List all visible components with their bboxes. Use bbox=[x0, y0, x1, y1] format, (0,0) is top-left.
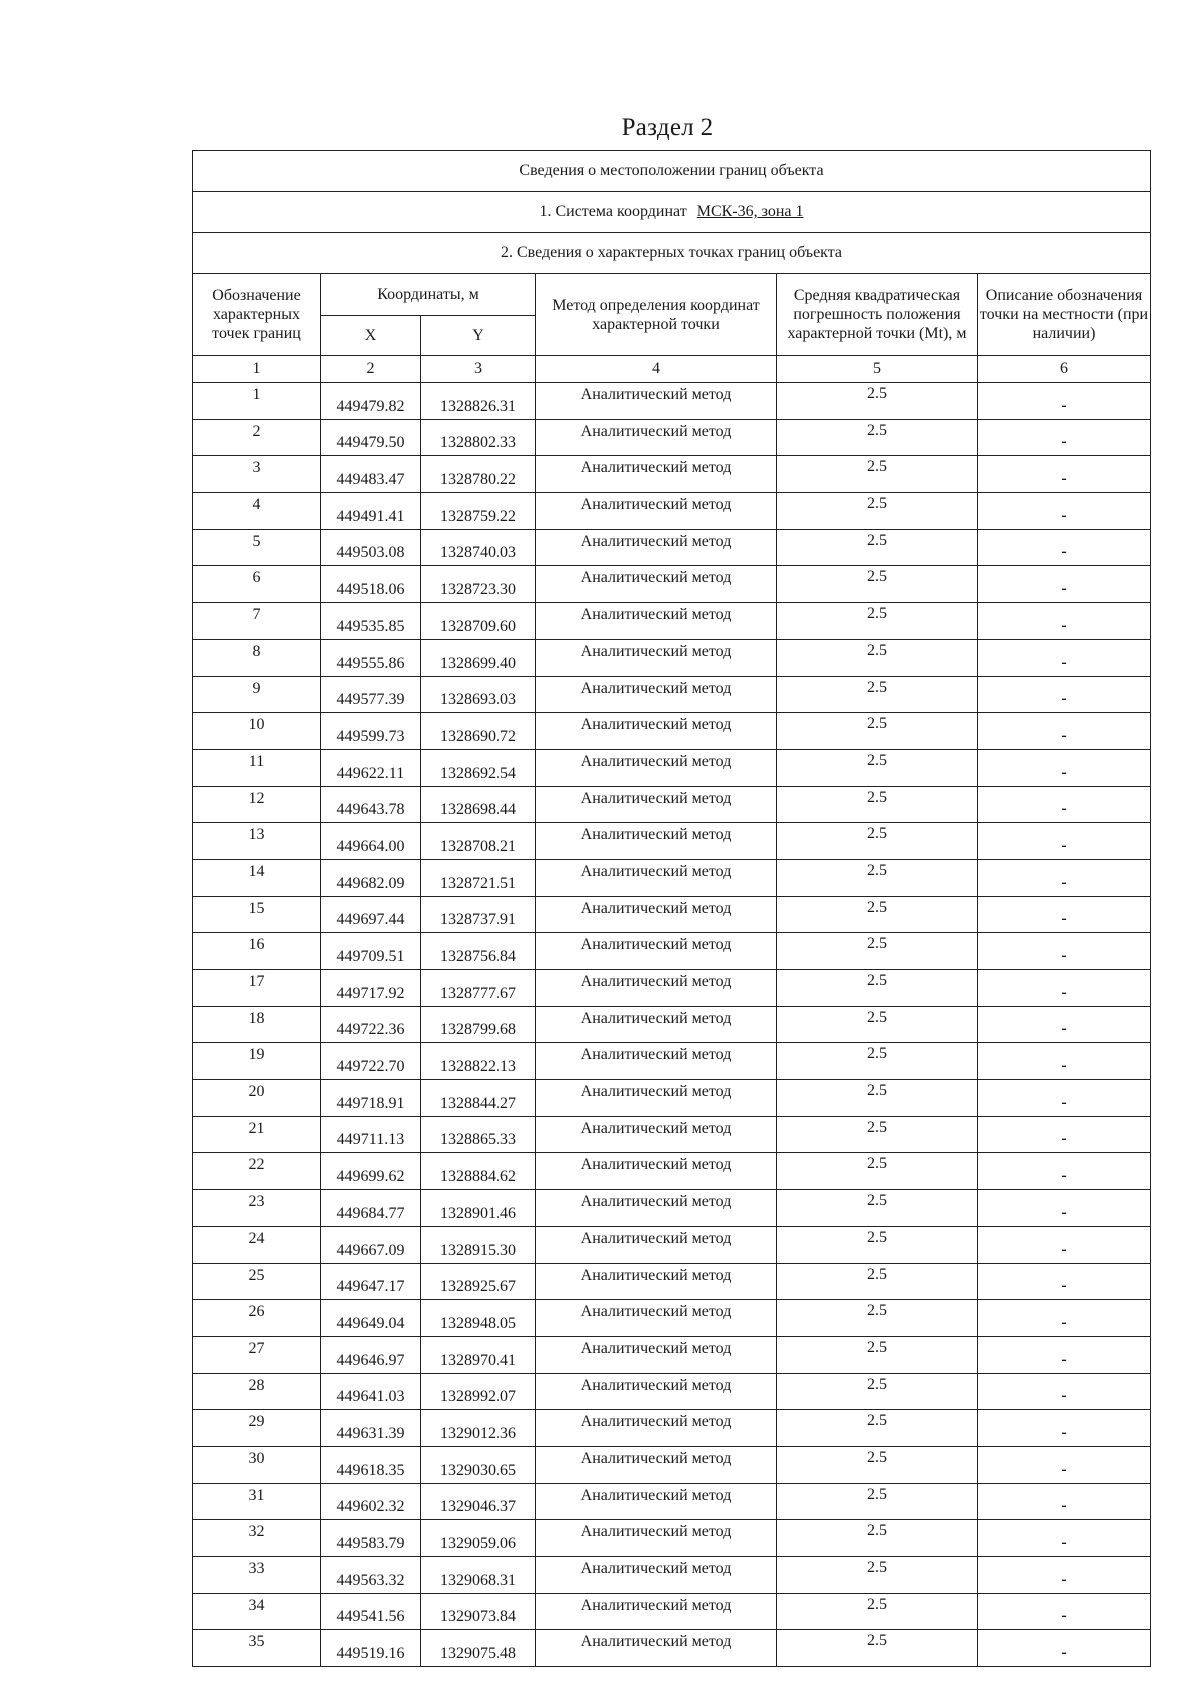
point-number-cell: 19 bbox=[193, 1043, 321, 1080]
y-coordinate-cell: 1328802.33 bbox=[421, 419, 536, 456]
method-cell: Аналитический метод bbox=[536, 823, 777, 860]
table-row bbox=[193, 713, 1151, 750]
error-cell: 2.5 bbox=[777, 786, 978, 823]
method-cell: Аналитический метод bbox=[536, 529, 777, 566]
table-row bbox=[193, 456, 1151, 493]
point-number-cell: 34 bbox=[193, 1593, 321, 1630]
method-cell: Аналитический метод bbox=[536, 1190, 777, 1227]
point-number-cell: 27 bbox=[193, 1336, 321, 1373]
method-cell: Аналитический метод bbox=[536, 1263, 777, 1300]
x-coordinate-cell: 449622.11 bbox=[321, 749, 421, 786]
description-cell: - bbox=[978, 603, 1151, 640]
table-row bbox=[193, 1300, 1151, 1337]
table-row bbox=[193, 1446, 1151, 1483]
x-coordinate-cell: 449647.17 bbox=[321, 1263, 421, 1300]
point-number-cell: 7 bbox=[193, 603, 321, 640]
table-row bbox=[193, 933, 1151, 970]
x-coordinate-cell: 449599.73 bbox=[321, 713, 421, 750]
description-cell: - bbox=[978, 1410, 1151, 1447]
table-row bbox=[193, 749, 1151, 786]
header-error: Средняя квадратическая погрешность положения характерной точки (Mt), м bbox=[777, 274, 978, 356]
x-coordinate-cell: 449483.47 bbox=[321, 456, 421, 493]
description-cell: - bbox=[978, 456, 1151, 493]
x-coordinate-cell: 449541.56 bbox=[321, 1593, 421, 1630]
method-cell: Аналитический метод bbox=[536, 1080, 777, 1117]
boundary-points-table bbox=[192, 150, 1151, 1667]
point-number-cell: 30 bbox=[193, 1446, 321, 1483]
description-cell: - bbox=[978, 896, 1151, 933]
error-cell: 2.5 bbox=[777, 1336, 978, 1373]
error-cell: 2.5 bbox=[777, 859, 978, 896]
table-row bbox=[193, 1080, 1151, 1117]
point-number-cell: 32 bbox=[193, 1520, 321, 1557]
column-number: 3 bbox=[421, 356, 536, 383]
y-coordinate-cell: 1328708.21 bbox=[421, 823, 536, 860]
point-number-cell: 2 bbox=[193, 419, 321, 456]
error-cell: 2.5 bbox=[777, 1080, 978, 1117]
description-cell: - bbox=[978, 1116, 1151, 1153]
error-cell: 2.5 bbox=[777, 1190, 978, 1227]
points-section-title: 2. Сведения о характерных точках границ объекта bbox=[193, 233, 1151, 274]
description-cell: - bbox=[978, 1080, 1151, 1117]
description-cell: - bbox=[978, 1520, 1151, 1557]
point-number-cell: 8 bbox=[193, 639, 321, 676]
method-cell: Аналитический метод bbox=[536, 1300, 777, 1337]
method-cell: Аналитический метод bbox=[536, 419, 777, 456]
error-cell: 2.5 bbox=[777, 1373, 978, 1410]
method-cell: Аналитический метод bbox=[536, 1043, 777, 1080]
description-cell: - bbox=[978, 419, 1151, 456]
error-cell: 2.5 bbox=[777, 1263, 978, 1300]
table-row bbox=[193, 970, 1151, 1007]
method-cell: Аналитический метод bbox=[536, 970, 777, 1007]
error-cell: 2.5 bbox=[777, 1483, 978, 1520]
table-row bbox=[193, 419, 1151, 456]
x-coordinate-cell: 449717.92 bbox=[321, 970, 421, 1007]
header-y: Y bbox=[421, 316, 536, 356]
point-number-cell: 5 bbox=[193, 529, 321, 566]
table-row bbox=[193, 786, 1151, 823]
column-number: 1 bbox=[193, 356, 321, 383]
table-row bbox=[193, 1116, 1151, 1153]
y-coordinate-cell: 1329068.31 bbox=[421, 1557, 536, 1594]
table-row bbox=[193, 1006, 1151, 1043]
point-number-cell: 14 bbox=[193, 859, 321, 896]
y-coordinate-cell: 1329046.37 bbox=[421, 1483, 536, 1520]
y-coordinate-cell: 1328822.13 bbox=[421, 1043, 536, 1080]
description-cell: - bbox=[978, 1446, 1151, 1483]
point-number-cell: 20 bbox=[193, 1080, 321, 1117]
method-cell: Аналитический метод bbox=[536, 383, 777, 420]
y-coordinate-cell: 1328692.54 bbox=[421, 749, 536, 786]
description-cell: - bbox=[978, 1483, 1151, 1520]
point-number-cell: 13 bbox=[193, 823, 321, 860]
table-row bbox=[193, 383, 1151, 420]
y-coordinate-cell: 1328826.31 bbox=[421, 383, 536, 420]
point-number-cell: 22 bbox=[193, 1153, 321, 1190]
x-coordinate-cell: 449697.44 bbox=[321, 896, 421, 933]
method-cell: Аналитический метод bbox=[536, 1153, 777, 1190]
y-coordinate-cell: 1328844.27 bbox=[421, 1080, 536, 1117]
y-coordinate-cell: 1329075.48 bbox=[421, 1630, 536, 1667]
error-cell: 2.5 bbox=[777, 1006, 978, 1043]
description-cell: - bbox=[978, 1263, 1151, 1300]
x-coordinate-cell: 449649.04 bbox=[321, 1300, 421, 1337]
error-cell: 2.5 bbox=[777, 1557, 978, 1594]
description-cell: - bbox=[978, 676, 1151, 713]
method-cell: Аналитический метод bbox=[536, 1557, 777, 1594]
y-coordinate-cell: 1328698.44 bbox=[421, 786, 536, 823]
x-coordinate-cell: 449519.16 bbox=[321, 1630, 421, 1667]
table-row bbox=[193, 493, 1151, 530]
table-row bbox=[193, 1630, 1151, 1667]
error-cell: 2.5 bbox=[777, 603, 978, 640]
error-cell: 2.5 bbox=[777, 639, 978, 676]
column-number: 2 bbox=[321, 356, 421, 383]
description-cell: - bbox=[978, 493, 1151, 530]
y-coordinate-cell: 1328690.72 bbox=[421, 713, 536, 750]
point-number-cell: 16 bbox=[193, 933, 321, 970]
y-coordinate-cell: 1328777.67 bbox=[421, 970, 536, 1007]
coordinate-system-value: МСК-36, зона 1 bbox=[696, 203, 804, 220]
error-cell: 2.5 bbox=[777, 933, 978, 970]
y-coordinate-cell: 1328948.05 bbox=[421, 1300, 536, 1337]
table-row bbox=[193, 639, 1151, 676]
method-cell: Аналитический метод bbox=[536, 1446, 777, 1483]
point-number-cell: 26 bbox=[193, 1300, 321, 1337]
description-cell: - bbox=[978, 786, 1151, 823]
error-cell: 2.5 bbox=[777, 1043, 978, 1080]
method-cell: Аналитический метод bbox=[536, 1483, 777, 1520]
error-cell: 2.5 bbox=[777, 1630, 978, 1667]
error-cell: 2.5 bbox=[777, 970, 978, 1007]
point-number-cell: 29 bbox=[193, 1410, 321, 1447]
point-number-cell: 25 bbox=[193, 1263, 321, 1300]
coordinate-system-label: 1. Система координат bbox=[539, 203, 687, 220]
method-cell: Аналитический метод bbox=[536, 1520, 777, 1557]
x-coordinate-cell: 449602.32 bbox=[321, 1483, 421, 1520]
y-coordinate-cell: 1328884.62 bbox=[421, 1153, 536, 1190]
method-cell: Аналитический метод bbox=[536, 493, 777, 530]
description-cell: - bbox=[978, 823, 1151, 860]
description-cell: - bbox=[978, 933, 1151, 970]
point-number-cell: 15 bbox=[193, 896, 321, 933]
method-cell: Аналитический метод bbox=[536, 603, 777, 640]
x-coordinate-cell: 449709.51 bbox=[321, 933, 421, 970]
x-coordinate-cell: 449684.77 bbox=[321, 1190, 421, 1227]
column-number: 4 bbox=[536, 356, 777, 383]
x-coordinate-cell: 449535.85 bbox=[321, 603, 421, 640]
point-number-cell: 12 bbox=[193, 786, 321, 823]
description-cell: - bbox=[978, 1557, 1151, 1594]
error-cell: 2.5 bbox=[777, 1153, 978, 1190]
point-number-cell: 28 bbox=[193, 1373, 321, 1410]
table-row bbox=[193, 896, 1151, 933]
description-cell: - bbox=[978, 1226, 1151, 1263]
description-cell: - bbox=[978, 1336, 1151, 1373]
y-coordinate-cell: 1328723.30 bbox=[421, 566, 536, 603]
point-number-cell: 3 bbox=[193, 456, 321, 493]
error-cell: 2.5 bbox=[777, 1593, 978, 1630]
method-cell: Аналитический метод bbox=[536, 1373, 777, 1410]
section-heading: Раздел 2 bbox=[621, 114, 714, 141]
table-row bbox=[193, 1336, 1151, 1373]
x-coordinate-cell: 449682.09 bbox=[321, 859, 421, 896]
method-cell: Аналитический метод bbox=[536, 896, 777, 933]
header-x: X bbox=[321, 316, 421, 356]
table-row bbox=[193, 859, 1151, 896]
method-cell: Аналитический метод bbox=[536, 933, 777, 970]
y-coordinate-cell: 1328992.07 bbox=[421, 1373, 536, 1410]
y-coordinate-cell: 1328699.40 bbox=[421, 639, 536, 676]
description-cell: - bbox=[978, 713, 1151, 750]
header-method: Метод определения координат характерной точки bbox=[536, 274, 777, 356]
header-description: Описание обозначения точки на местности (при наличии) bbox=[978, 274, 1151, 356]
table-row bbox=[193, 1373, 1151, 1410]
point-number-cell: 17 bbox=[193, 970, 321, 1007]
column-number: 5 bbox=[777, 356, 978, 383]
y-coordinate-cell: 1328865.33 bbox=[421, 1116, 536, 1153]
x-coordinate-cell: 449479.82 bbox=[321, 383, 421, 420]
x-coordinate-cell: 449503.08 bbox=[321, 529, 421, 566]
point-number-cell: 10 bbox=[193, 713, 321, 750]
point-number-cell: 31 bbox=[193, 1483, 321, 1520]
error-cell: 2.5 bbox=[777, 1116, 978, 1153]
error-cell: 2.5 bbox=[777, 823, 978, 860]
x-coordinate-cell: 449699.62 bbox=[321, 1153, 421, 1190]
x-coordinate-cell: 449643.78 bbox=[321, 786, 421, 823]
method-cell: Аналитический метод bbox=[536, 676, 777, 713]
description-cell: - bbox=[978, 383, 1151, 420]
method-cell: Аналитический метод bbox=[536, 566, 777, 603]
description-cell: - bbox=[978, 1300, 1151, 1337]
header-coordinates: Координаты, м bbox=[321, 274, 536, 316]
table-row bbox=[193, 566, 1151, 603]
table-row bbox=[193, 823, 1151, 860]
point-number-cell: 11 bbox=[193, 749, 321, 786]
method-cell: Аналитический метод bbox=[536, 1410, 777, 1447]
description-cell: - bbox=[978, 566, 1151, 603]
description-cell: - bbox=[978, 639, 1151, 676]
y-coordinate-cell: 1328799.68 bbox=[421, 1006, 536, 1043]
description-cell: - bbox=[978, 1153, 1151, 1190]
method-cell: Аналитический метод bbox=[536, 1116, 777, 1153]
method-cell: Аналитический метод bbox=[536, 1630, 777, 1667]
method-cell: Аналитический метод bbox=[536, 859, 777, 896]
table-row bbox=[193, 603, 1151, 640]
description-cell: - bbox=[978, 1006, 1151, 1043]
method-cell: Аналитический метод bbox=[536, 1226, 777, 1263]
description-cell: - bbox=[978, 1373, 1151, 1410]
y-coordinate-cell: 1329059.06 bbox=[421, 1520, 536, 1557]
x-coordinate-cell: 449711.13 bbox=[321, 1116, 421, 1153]
y-coordinate-cell: 1329012.36 bbox=[421, 1410, 536, 1447]
point-number-cell: 35 bbox=[193, 1630, 321, 1667]
y-coordinate-cell: 1328925.67 bbox=[421, 1263, 536, 1300]
description-cell: - bbox=[978, 1043, 1151, 1080]
point-number-cell: 1 bbox=[193, 383, 321, 420]
table-row bbox=[193, 1593, 1151, 1630]
method-cell: Аналитический метод bbox=[536, 1593, 777, 1630]
y-coordinate-cell: 1329030.65 bbox=[421, 1446, 536, 1483]
error-cell: 2.5 bbox=[777, 419, 978, 456]
table-row bbox=[193, 1043, 1151, 1080]
error-cell: 2.5 bbox=[777, 383, 978, 420]
point-number-cell: 9 bbox=[193, 676, 321, 713]
x-coordinate-cell: 449577.39 bbox=[321, 676, 421, 713]
table-row bbox=[193, 1263, 1151, 1300]
table-row bbox=[193, 1557, 1151, 1594]
description-cell: - bbox=[978, 529, 1151, 566]
table-row bbox=[193, 1190, 1151, 1227]
y-coordinate-cell: 1328970.41 bbox=[421, 1336, 536, 1373]
x-coordinate-cell: 449667.09 bbox=[321, 1226, 421, 1263]
method-cell: Аналитический метод bbox=[536, 749, 777, 786]
point-number-cell: 4 bbox=[193, 493, 321, 530]
table-row bbox=[193, 1226, 1151, 1263]
table-row bbox=[193, 1153, 1151, 1190]
error-cell: 2.5 bbox=[777, 896, 978, 933]
table-title: Сведения о местоположении границ объекта bbox=[193, 151, 1151, 192]
x-coordinate-cell: 449718.91 bbox=[321, 1080, 421, 1117]
y-coordinate-cell: 1328693.03 bbox=[421, 676, 536, 713]
header-point-designation: Обозначение характерных точек границ bbox=[193, 274, 321, 356]
x-coordinate-cell: 449664.00 bbox=[321, 823, 421, 860]
x-coordinate-cell: 449618.35 bbox=[321, 1446, 421, 1483]
coordinate-system-row bbox=[193, 192, 1151, 233]
x-coordinate-cell: 449491.41 bbox=[321, 493, 421, 530]
point-number-cell: 33 bbox=[193, 1557, 321, 1594]
point-number-cell: 6 bbox=[193, 566, 321, 603]
error-cell: 2.5 bbox=[777, 1226, 978, 1263]
point-number-cell: 18 bbox=[193, 1006, 321, 1043]
x-coordinate-cell: 449555.86 bbox=[321, 639, 421, 676]
error-cell: 2.5 bbox=[777, 1300, 978, 1337]
error-cell: 2.5 bbox=[777, 1446, 978, 1483]
error-cell: 2.5 bbox=[777, 456, 978, 493]
y-coordinate-cell: 1328759.22 bbox=[421, 493, 536, 530]
error-cell: 2.5 bbox=[777, 493, 978, 530]
y-coordinate-cell: 1328721.51 bbox=[421, 859, 536, 896]
point-number-cell: 24 bbox=[193, 1226, 321, 1263]
description-cell: - bbox=[978, 749, 1151, 786]
x-coordinate-cell: 449722.70 bbox=[321, 1043, 421, 1080]
method-cell: Аналитический метод bbox=[536, 713, 777, 750]
x-coordinate-cell: 449583.79 bbox=[321, 1520, 421, 1557]
x-coordinate-cell: 449563.32 bbox=[321, 1557, 421, 1594]
table-row bbox=[193, 676, 1151, 713]
method-cell: Аналитический метод bbox=[536, 786, 777, 823]
error-cell: 2.5 bbox=[777, 1410, 978, 1447]
point-number-cell: 21 bbox=[193, 1116, 321, 1153]
point-number-cell: 23 bbox=[193, 1190, 321, 1227]
method-cell: Аналитический метод bbox=[536, 1006, 777, 1043]
method-cell: Аналитический метод bbox=[536, 1336, 777, 1373]
x-coordinate-cell: 449722.36 bbox=[321, 1006, 421, 1043]
table-row bbox=[193, 1520, 1151, 1557]
y-coordinate-cell: 1328756.84 bbox=[421, 933, 536, 970]
x-coordinate-cell: 449641.03 bbox=[321, 1373, 421, 1410]
y-coordinate-cell: 1328740.03 bbox=[421, 529, 536, 566]
method-cell: Аналитический метод bbox=[536, 639, 777, 676]
y-coordinate-cell: 1328709.60 bbox=[421, 603, 536, 640]
y-coordinate-cell: 1328901.46 bbox=[421, 1190, 536, 1227]
description-cell: - bbox=[978, 859, 1151, 896]
description-cell: - bbox=[978, 1593, 1151, 1630]
error-cell: 2.5 bbox=[777, 529, 978, 566]
table-row bbox=[193, 529, 1151, 566]
description-cell: - bbox=[978, 1630, 1151, 1667]
y-coordinate-cell: 1328915.30 bbox=[421, 1226, 536, 1263]
x-coordinate-cell: 449646.97 bbox=[321, 1336, 421, 1373]
column-number: 6 bbox=[978, 356, 1151, 383]
error-cell: 2.5 bbox=[777, 676, 978, 713]
method-cell: Аналитический метод bbox=[536, 456, 777, 493]
x-coordinate-cell: 449518.06 bbox=[321, 566, 421, 603]
y-coordinate-cell: 1328780.22 bbox=[421, 456, 536, 493]
x-coordinate-cell: 449479.50 bbox=[321, 419, 421, 456]
x-coordinate-cell: 449631.39 bbox=[321, 1410, 421, 1447]
y-coordinate-cell: 1328737.91 bbox=[421, 896, 536, 933]
error-cell: 2.5 bbox=[777, 749, 978, 786]
y-coordinate-cell: 1329073.84 bbox=[421, 1593, 536, 1630]
table-row bbox=[193, 1483, 1151, 1520]
description-cell: - bbox=[978, 970, 1151, 1007]
description-cell: - bbox=[978, 1190, 1151, 1227]
error-cell: 2.5 bbox=[777, 1520, 978, 1557]
table-row bbox=[193, 1410, 1151, 1447]
error-cell: 2.5 bbox=[777, 713, 978, 750]
error-cell: 2.5 bbox=[777, 566, 978, 603]
